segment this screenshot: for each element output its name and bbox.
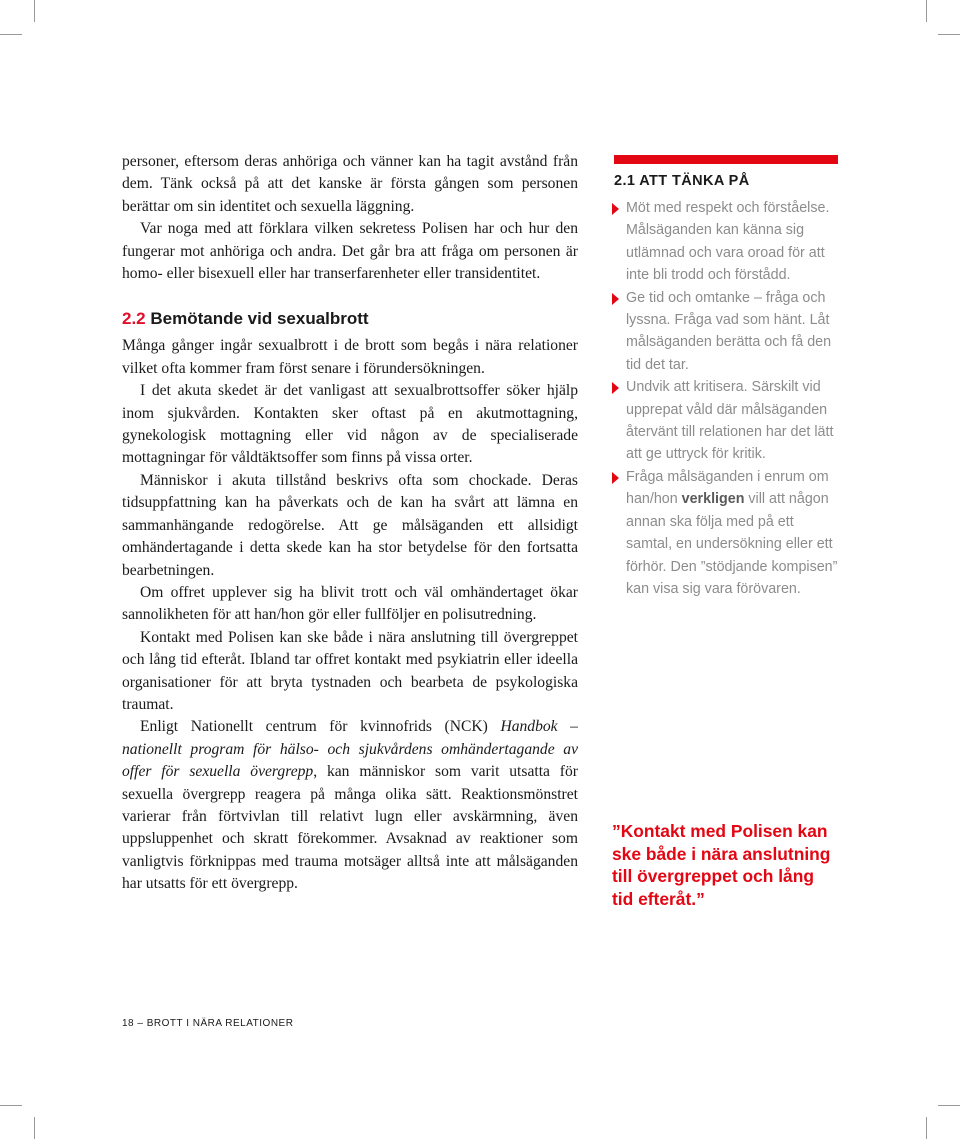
crop-mark [0, 1105, 22, 1106]
paragraph: Många gånger ingår sexualbrott i de brott som begås i nära relationer vilket ofta kommer fram först senare i förundersökningen. [122, 337, 578, 377]
crop-mark [926, 0, 927, 22]
list-item-text: Undvik att kritisera. Särskilt vid upprepat våld där målsäganden återvänt till relationen har det lätt att ge uttryck för kritik. [626, 379, 834, 463]
bullet-icon [612, 382, 619, 394]
list-item-text: Möt med respekt och förståelse. Målsäganden kan känna sig utlämnad och vara oroad för att inte bli trodd och förstådd. [626, 200, 830, 284]
paragraph: Om offret upplever sig ha blivit trott och väl omhändertaget ökar sannolikheten för att han/hon gör eller fullföljer en polisutredning. [122, 583, 578, 624]
paragraph-text: Enligt Nationellt centrum för kvinnofrids (NCK) [140, 718, 501, 736]
paragraph: Var noga med att förklara vilken sekretess Polisen har och hur den fungerar mot anhöriga och andra. Det går bra att fråga om personen är homo- eller bisexuell eller har transerfarenheter eller transidentitet. [122, 220, 578, 283]
section-heading [122, 307, 578, 331]
crop-mark [34, 0, 35, 22]
accent-bar [614, 155, 838, 164]
section-number: 2.2 [122, 309, 146, 329]
section-title: Bemötande vid sexualbrott [150, 309, 369, 329]
paragraph: personer, eftersom deras anhöriga och vänner kan ha tagit avstånd från dem. Tänk också på att det kanske är första gången som personen berättar om sin identitet och sexuella läggning. [122, 153, 578, 215]
list-item [614, 466, 838, 600]
list-item [614, 376, 838, 466]
list-item [614, 197, 838, 287]
crop-mark [938, 1105, 960, 1106]
paragraph: Människor i akuta tillstånd beskrivs ofta som chockade. Deras tidsuppfattning kan ha påverkats och de kan ha svårt att lämna en sammanhängande redogörelse. Att ge målsäganden ett allsidigt omhändertagande i detta skede kan ha stor betydelse för den fortsatta bearbetningen. [122, 471, 578, 579]
pull-quote [612, 820, 838, 910]
bullet-icon [612, 472, 619, 484]
crop-mark [34, 1117, 35, 1139]
page-footer: 18 – BROTT I NÄRA RELATIONER [122, 1018, 294, 1029]
bullet-icon [612, 293, 619, 305]
book-title: Handbok – nationellt program för hälso- och sjukvårdens omhändertagande av offer för sexuella övergrepp [122, 718, 578, 781]
list-item-text: vill att någon annan ska följa med på ett samtal, en undersökning eller ett förhör. Den ”stödjande kompisen” kan visa sig vara förövaren. [626, 491, 838, 597]
paragraph: Kontakt med Polisen kan ske både i nära anslutning till övergreppet och lång tid efteråt. Ibland tar offret kontakt med psykiatrin eller ideella organisationer för att bryta tystnaden och bearbeta de psykologiska traumat. [122, 628, 578, 713]
quote-mark-open: ” [612, 821, 621, 841]
main-text-column [122, 151, 578, 896]
bullet-icon [612, 203, 619, 215]
list-item-text: Fråga målsäganden i enrum om han/hon [626, 468, 829, 508]
sidebar-title: 2.1 ATT TÄNKA PÅ [614, 173, 750, 189]
crop-mark [938, 34, 960, 35]
crop-mark [926, 1117, 927, 1139]
pull-quote-text: Kontakt med Polisen kan ske både i nära anslutning till övergreppet och lång tid efteråt. [612, 821, 831, 909]
sidebar-box [614, 155, 838, 600]
paragraph: I det akuta skedet är det vanligast att sexualbrottsoffer söker hjälp inom sjukvården. Kontakten sker oftast på en akutmottagning, gynekologisk mottagning eller vid någon av de specialiserade mottagningar för våldtäktsoffer som finns på vissa orter. [122, 382, 578, 467]
quote-mark-close: ” [696, 888, 705, 909]
crop-mark [0, 34, 22, 35]
emphasis: verkligen [681, 491, 745, 508]
paragraph [122, 716, 578, 895]
list-item [614, 287, 838, 377]
list-item-text: Ge tid och omtanke – fråga och lyssna. Fråga vad som hänt. Låt målsäganden berätta och få den tid det tar. [626, 289, 832, 373]
paragraph-text: , kan människor som varit utsatta för sexuella övergrepp reagera på många olika sätt. Reaktionsmönstret varierar från förtvivlan till relativt lugn eller avskärmning, även uppsluppenhet och skratt förekommer. Avsaknad av reaktioner som vanligtvis förknippas med trauma motsäger alltså inte att målsäganden har utsatts för ett övergrepp. [122, 763, 578, 893]
tips-list [614, 197, 838, 600]
